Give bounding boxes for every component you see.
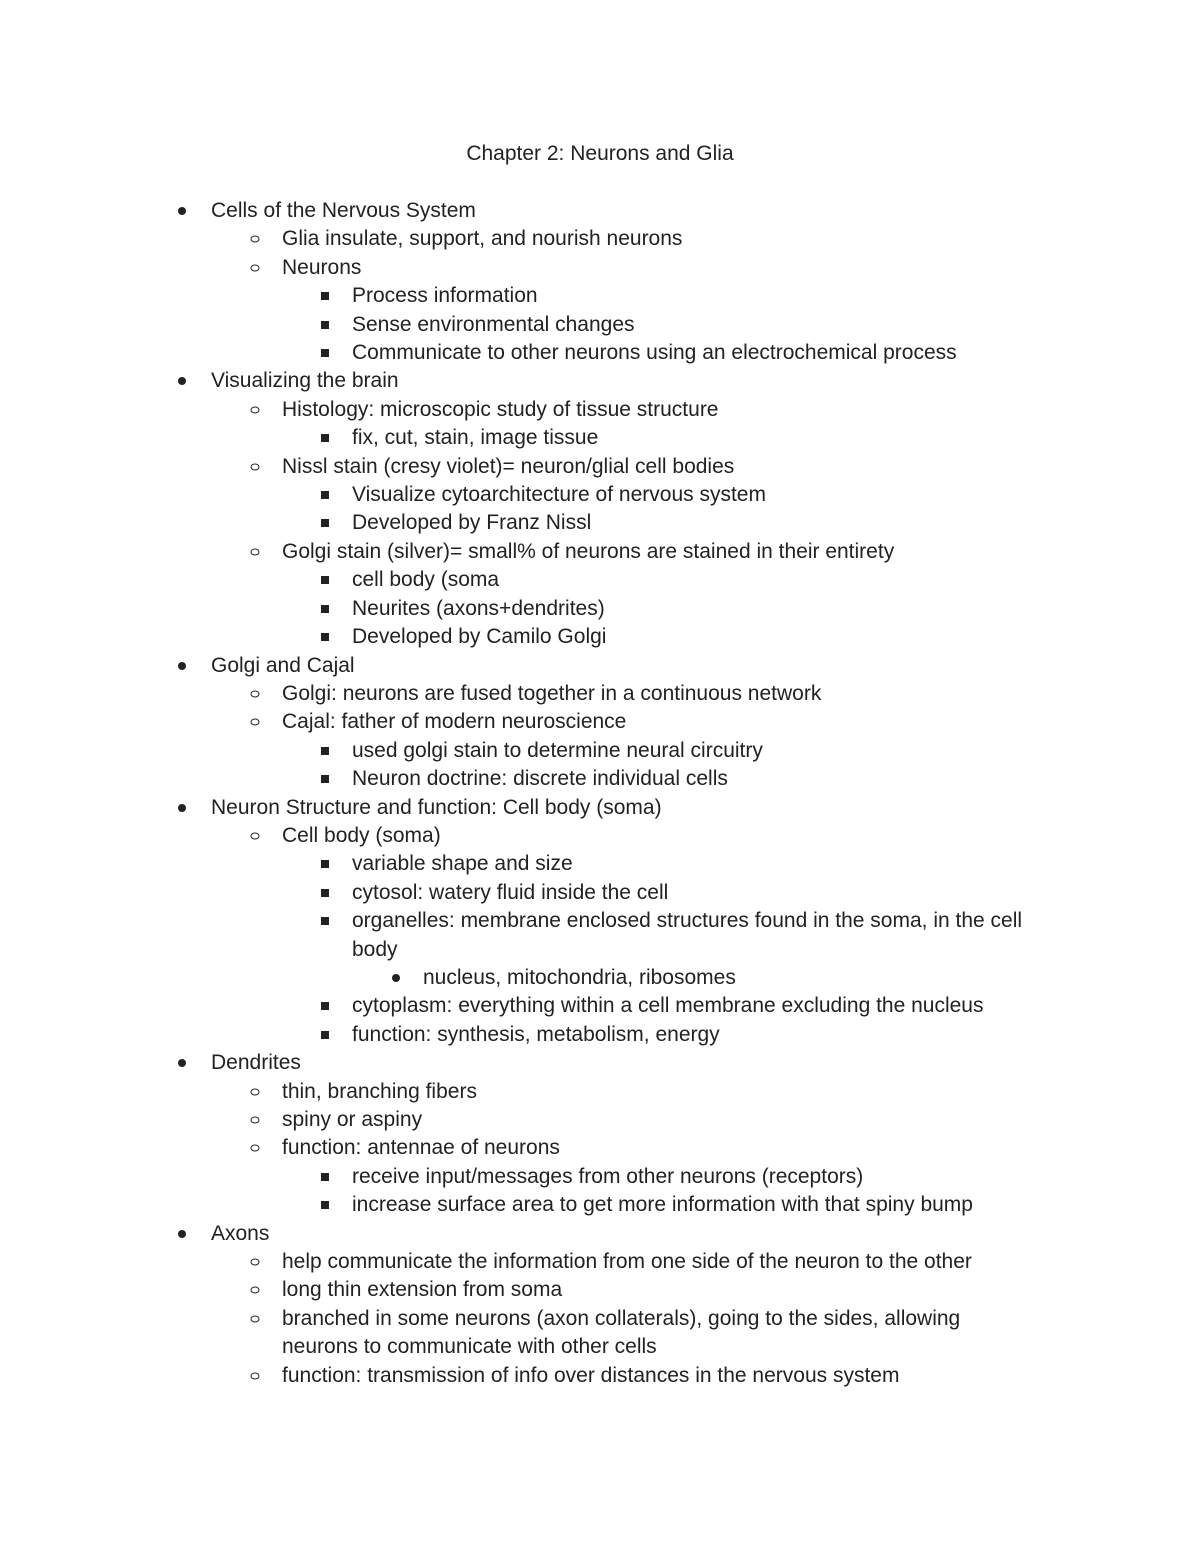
list-item	[0, 623, 1200, 651]
list-item	[0, 879, 1200, 907]
list-item-text: Neurons	[282, 255, 362, 279]
list-item-text: Glia insulate, support, and nourish neurons	[282, 227, 683, 251]
circle-bullet-icon	[251, 1259, 260, 1266]
list-item	[0, 481, 1200, 509]
square-bullet-icon	[321, 1031, 329, 1039]
list-item	[0, 1362, 1200, 1390]
list-item-text: Nissl stain (cresy violet)= neuron/glial cell bodies	[282, 454, 735, 478]
list-item-text: Histology: microscopic study of tissue structure	[282, 397, 719, 421]
disc-bullet-icon	[178, 207, 186, 215]
list-item	[0, 794, 1200, 822]
square-bullet-icon	[321, 605, 329, 613]
list-item	[0, 339, 1200, 367]
list-item	[0, 396, 1200, 424]
list-item-text: Visualizing the brain	[211, 369, 399, 393]
square-bullet-icon	[321, 747, 329, 755]
list-item	[0, 737, 1200, 765]
circle-bullet-icon	[251, 264, 260, 271]
list-item	[0, 509, 1200, 537]
list-item	[0, 566, 1200, 594]
list-item	[0, 1248, 1200, 1276]
list-item-text: used golgi stain to determine neural circuitry	[352, 738, 763, 762]
square-bullet-icon	[321, 491, 329, 499]
list-item-text: cytosol: watery fluid inside the cell	[352, 880, 669, 904]
list-item	[0, 595, 1200, 623]
list-item	[0, 1078, 1200, 1106]
circle-bullet-icon	[251, 548, 260, 555]
list-item-text: Neuron doctrine: discrete individual cells	[352, 767, 728, 791]
list-item	[0, 1163, 1200, 1191]
list-item	[0, 1134, 1200, 1162]
circle-bullet-icon	[251, 1372, 260, 1379]
list-item-text: Communicate to other neurons using an electrochemical process	[352, 341, 957, 365]
square-bullet-icon	[321, 917, 329, 925]
square-bullet-icon	[321, 434, 329, 442]
list-item-text: Golgi stain (silver)= small% of neurons are stained in their entirety	[282, 539, 895, 563]
list-item-text: Axons	[211, 1221, 270, 1245]
circle-bullet-icon	[251, 1145, 260, 1152]
list-item-text: function: antennae of neurons	[282, 1136, 560, 1160]
list-item	[0, 907, 1200, 964]
list-item	[0, 367, 1200, 395]
page-title: Chapter 2: Neurons and Glia	[466, 142, 734, 165]
list-item	[0, 822, 1200, 850]
list-item-text: Cajal: father of modern neuroscience	[282, 710, 627, 734]
list-item	[0, 850, 1200, 878]
list-item-text: Cell body (soma)	[282, 823, 441, 847]
list-item-text: cell body (soma	[352, 568, 500, 592]
list-item-text: variable shape and size	[352, 852, 573, 876]
circle-bullet-icon	[251, 1117, 260, 1124]
circle-bullet-icon	[251, 406, 260, 413]
list-item-text: function: transmission of info over distances in the nervous system	[282, 1363, 900, 1387]
list-item	[0, 765, 1200, 793]
list-item	[0, 197, 1200, 225]
list-item-text: Golgi and Cajal	[211, 653, 355, 677]
list-item	[0, 254, 1200, 282]
list-item	[0, 1305, 1200, 1362]
disc-bullet-icon	[178, 662, 186, 670]
circle-bullet-icon	[251, 719, 260, 726]
list-item	[0, 708, 1200, 736]
list-item-text: function: synthesis, metabolism, energy	[352, 1022, 720, 1046]
bullet-outline	[0, 197, 1200, 1390]
list-item-text: help communicate the information from one side of the neuron to the other	[282, 1250, 972, 1274]
list-item	[0, 282, 1200, 310]
square-bullet-icon	[321, 1173, 329, 1181]
circle-bullet-icon	[251, 236, 260, 243]
disc-bullet-icon	[392, 974, 400, 982]
list-item-text: Dendrites	[211, 1051, 301, 1075]
square-bullet-icon	[321, 1201, 329, 1209]
list-item	[0, 1021, 1200, 1049]
list-item-text: Visualize cytoarchitecture of nervous system	[352, 483, 766, 507]
list-item	[0, 1276, 1200, 1304]
list-item	[0, 1049, 1200, 1077]
square-bullet-icon	[321, 321, 329, 329]
circle-bullet-icon	[251, 690, 260, 697]
list-item	[0, 424, 1200, 452]
square-bullet-icon	[321, 889, 329, 897]
list-item	[0, 453, 1200, 481]
list-item	[0, 1220, 1200, 1248]
list-item-text: cytoplasm: everything within a cell membrane excluding the nucleus	[352, 994, 984, 1018]
list-item-text: Sense environmental changes	[352, 312, 635, 336]
circle-bullet-icon	[251, 832, 260, 839]
list-item-text: increase surface area to get more information with that spiny bump	[352, 1193, 973, 1217]
disc-bullet-icon	[178, 1230, 186, 1238]
list-item	[0, 225, 1200, 253]
disc-bullet-icon	[178, 804, 186, 812]
list-item-text: spiny or aspiny	[282, 1108, 423, 1131]
square-bullet-icon	[321, 1002, 329, 1010]
list-item-text: receive input/messages from other neurons (receptors)	[352, 1164, 864, 1188]
list-item-text: thin, branching fibers	[282, 1079, 477, 1103]
list-item-text: Developed by Camilo Golgi	[352, 625, 607, 649]
list-item	[0, 652, 1200, 680]
list-item-text: branched in some neurons (axon collaterals), going to the sides, allowing neurons to communicate with other cells	[282, 1306, 961, 1359]
list-item-text: nucleus, mitochondria, ribosomes	[423, 965, 736, 989]
circle-bullet-icon	[251, 1315, 260, 1322]
list-item-text: Neuron Structure and function: Cell body (soma)	[211, 795, 662, 819]
list-item	[0, 964, 1200, 992]
list-item	[0, 680, 1200, 708]
list-item	[0, 538, 1200, 566]
list-item	[0, 1191, 1200, 1219]
list-item-text: long thin extension from soma	[282, 1278, 563, 1302]
list-item-text: Neurites (axons+dendrites)	[352, 596, 605, 620]
list-item-text: organelles: membrane enclosed structures found in the soma, in the cell body	[352, 909, 1023, 961]
square-bullet-icon	[321, 292, 329, 300]
square-bullet-icon	[321, 576, 329, 584]
list-item-text: fix, cut, stain, image tissue	[352, 426, 599, 450]
square-bullet-icon	[321, 775, 329, 783]
list-item-text: Golgi: neurons are fused together in a continuous network	[282, 681, 822, 705]
square-bullet-icon	[321, 633, 329, 641]
square-bullet-icon	[321, 519, 329, 527]
circle-bullet-icon	[251, 1287, 260, 1294]
square-bullet-icon	[321, 860, 329, 868]
circle-bullet-icon	[251, 463, 260, 470]
square-bullet-icon	[321, 349, 329, 357]
list-item	[0, 311, 1200, 339]
list-item	[0, 1106, 1200, 1134]
circle-bullet-icon	[251, 1088, 260, 1095]
list-item-text: Cells of the Nervous System	[211, 199, 476, 222]
list-item-text: Developed by Franz Nissl	[352, 511, 592, 535]
disc-bullet-icon	[178, 377, 186, 385]
list-item-text: Process information	[352, 284, 538, 308]
disc-bullet-icon	[178, 1059, 186, 1067]
list-item	[0, 992, 1200, 1020]
